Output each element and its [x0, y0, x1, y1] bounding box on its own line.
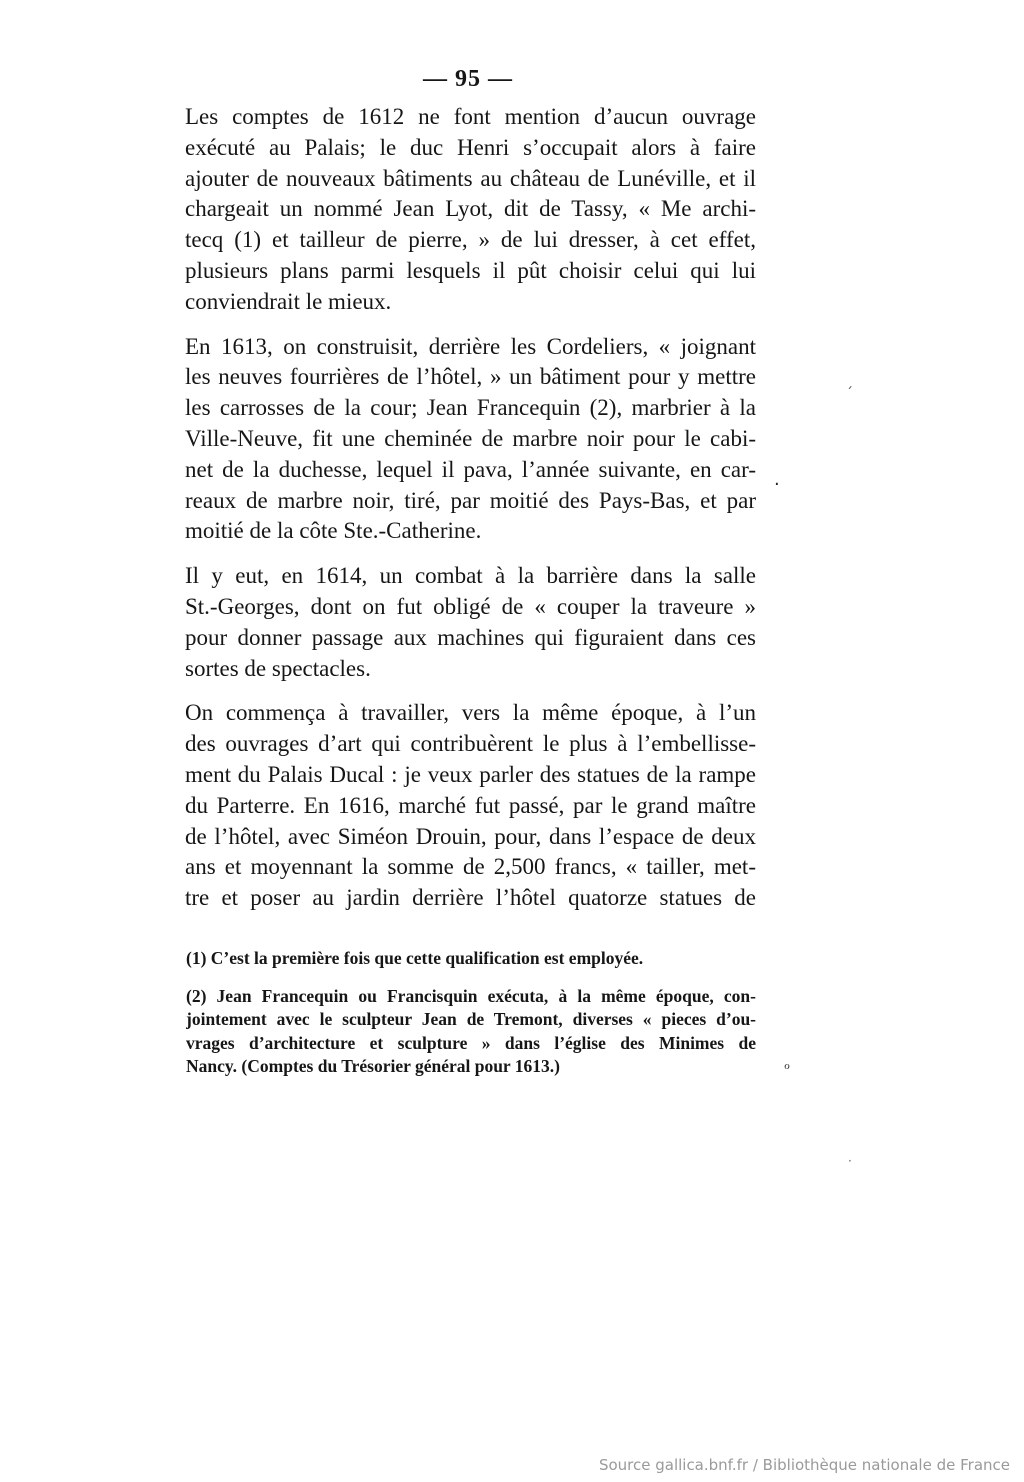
text-line: de l’hôtel, avec Siméon Drouin, pour, dans l’espace de deux [185, 823, 756, 849]
footnote [186, 985, 756, 1079]
scan-speck: ˊ [846, 386, 853, 402]
footnote-line: vrages d’architecture et sculpture » dans l’église des Minimes de [186, 1032, 756, 1053]
text-line: tecq (1) et tailleur de pierre, » de lui dresser, à cet effet, [185, 227, 756, 253]
text-line: les neuves fourrières de l’hôtel, » un bâtiment pour y mettre [185, 364, 756, 390]
paragraph [185, 698, 756, 914]
text-line: reaux de marbre noir, tiré, par moitié des Pays-Bas, et par [185, 487, 756, 513]
text-line: ajouter de nouveaux bâtiments au château de Lunéville, et il [185, 165, 756, 191]
text-line: En 1613, on construisit, derrière les Cordeliers, « joignant [185, 333, 756, 359]
text-line: Ville-Neuve, fit une cheminée de marbre noir pour le cabi- [185, 425, 756, 451]
body-text [185, 102, 756, 928]
scan-speck: · [848, 1154, 852, 1168]
text-line: pour donner passage aux machines qui figuraient dans ces [185, 624, 756, 650]
footnote-line: jointement avec le sculpteur Jean de Tremont, diverses « pieces d’ou- [186, 1009, 756, 1029]
paragraph [185, 561, 756, 684]
text-line: exécuté au Palais; le duc Henri s’occupait alors à faire [185, 134, 756, 160]
source-credit: Source gallica.bnf.fr / Bibliothèque nationale de France [598, 1456, 1010, 1474]
footnote [186, 947, 756, 971]
footnote-line: (1) C’est la première fois que cette qualification est employée. [186, 948, 644, 968]
scan-speck: · [774, 474, 780, 495]
text-line: Les comptes de 1612 ne font mention d’aucun ouvrage [185, 104, 756, 129]
text-line: ans et moyennant la somme de 2,500 francs, « tailler, met- [185, 854, 756, 880]
footnote-line: Nancy. (Comptes du Trésorier général pour 1613.) [186, 1056, 560, 1076]
text-line: des ouvrages d’art qui contribuèrent le plus à l’embellisse- [185, 731, 756, 757]
text-line: net de la duchesse, lequel il pava, l’année suivante, en car- [185, 456, 756, 482]
paragraph [185, 332, 756, 548]
page-number: — 95 — [423, 66, 513, 92]
text-line: sortes de spectacles. [185, 655, 371, 681]
text-line: les carrosses de la cour; Jean Francequin (2), marbrier à la [185, 395, 756, 421]
footnotes [186, 947, 756, 1093]
text-line: chargeait un nommé Jean Lyot, dit de Tassy, « Me archi- [185, 196, 756, 222]
text-line: conviendrait le mieux. [185, 288, 392, 314]
text-line: tre et poser au jardin derrière l’hôtel quatorze statues de [185, 885, 756, 911]
footnote-line: (2) Jean Francequin ou Francisquin exécuta, à la même époque, con- [186, 985, 756, 1006]
text-line: ment du Palais Ducal : je veux parler des statues de la rampe [185, 761, 756, 787]
text-line: On commença à travailler, vers la même époque, à l’un [185, 700, 756, 726]
scan-speck: ℴ [784, 1058, 791, 1073]
text-line: Il y eut, en 1614, un combat à la barrière dans la salle [185, 563, 756, 589]
text-line: du Parterre. En 1616, marché fut passé, par le grand maître [185, 792, 756, 818]
text-line: plusieurs plans parmi lesquels il pût choisir celui qui lui [185, 257, 756, 283]
text-line: moitié de la côte Ste.-Catherine. [185, 518, 482, 544]
paragraph [185, 102, 756, 318]
text-line: St.-Georges, dont on fut obligé de « couper la traveure » [185, 593, 756, 619]
